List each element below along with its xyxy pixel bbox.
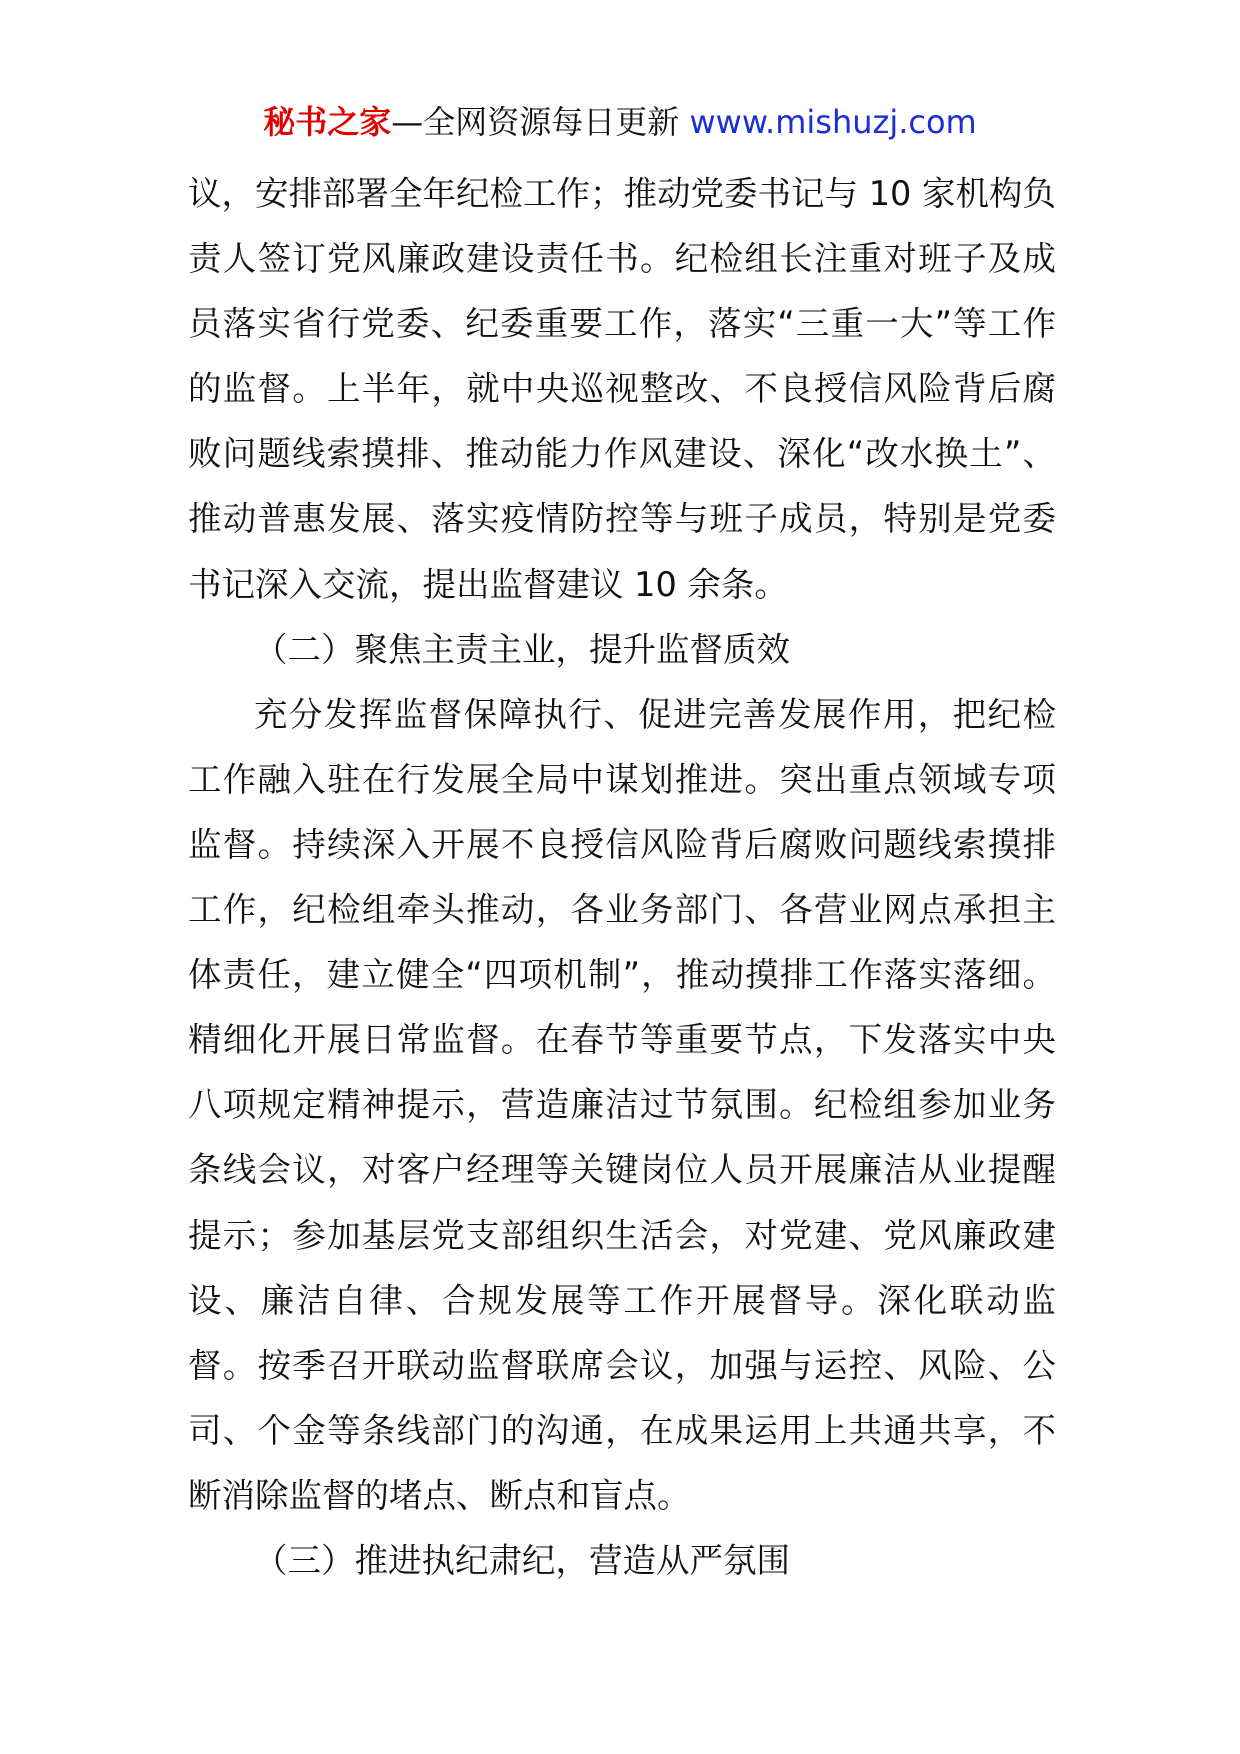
site-slogan: —全网资源每日更新 — [391, 103, 690, 141]
site-brand: 秘书之家 — [263, 103, 392, 141]
site-url-link[interactable]: www.mishuzj.com — [689, 103, 977, 141]
body-paragraph: 议，安排部署全年纪检工作；推动党委书记与 10 家机构负责人签订党风廉政建设责任书。纪检组长注重对班子及成员落实省行党委、纪委重要工作，落实“三重一大”等工作的监督。上半年，就中央巡视整改、不良授信风险背后腐败问题线索摸排、推动能力作风建设、深化“改水换土”、推动普惠发展、落实疫情防控等与班子成员，特别是党委书记深入交流，提出监督建议 10 余条。 — [188, 174, 1056, 604]
page-header — [0, 100, 1240, 144]
body-paragraph: 充分发挥监督保障执行、促进完善发展作用，把纪检工作融入驻在行发展全局中谋划推进。突出重点领域专项监督。持续深入开展不良授信风险背后腐败问题线索摸排工作，纪检组牵头推动，各业务部门、各营业网点承担主体责任，建立健全“四项机制”，推动摸排工作落实落细。精细化开展日常监督。在春节等重要节点，下发落实中央八项规定精神提示，营造廉洁过节氛围。纪检组参加业务条线会议，对客户经理等关键岗位人员开展廉洁从业提醒提示；参加基层党支部组织生活会，对党建、党风廉政建设、廉洁自律、合规发展等工作开展督导。深化联动监督。按季召开联动监督联席会议，加强与运控、风险、公司、个金等条线部门的沟通，在成果运用上共通共享，不断消除监督的堵点、断点和盲点。 — [188, 694, 1056, 1515]
section-heading: （三）推进执纪肃纪，营造从严氛围 — [254, 1540, 790, 1580]
section-heading: （二）聚焦主责主业，提升监督质效 — [254, 629, 790, 669]
document-body — [188, 161, 1056, 1593]
